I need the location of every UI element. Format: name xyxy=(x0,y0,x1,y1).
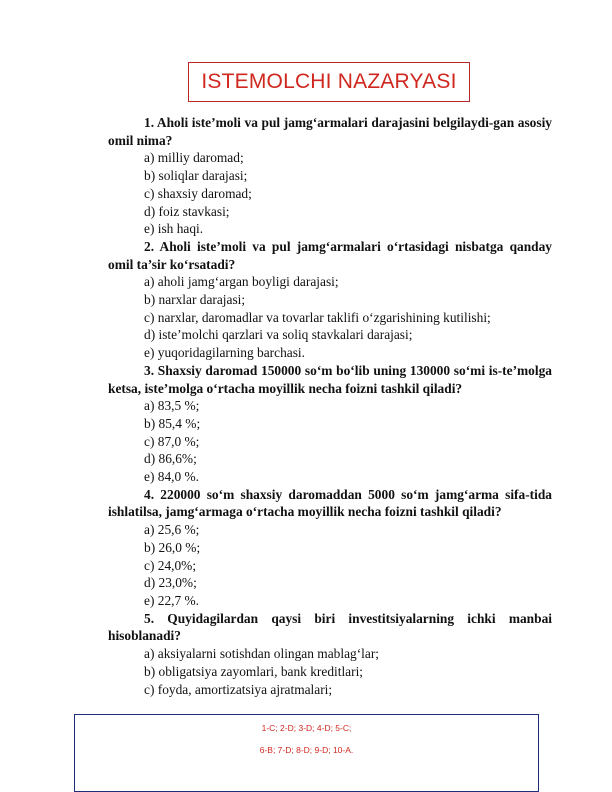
option: a) aksiyalarni sotishdan olingan mablag‘lar; xyxy=(144,646,380,662)
option: b) 85,4 %; xyxy=(144,415,201,431)
question-block xyxy=(108,114,552,238)
option: e) yuqoridagilarning barchasi. xyxy=(144,345,306,361)
question-text: 2. Aholi iste’moli va pul jamg‘armalari o‘rtasidagi nisbatga qanday omil ta’sir ko‘rsatadi? xyxy=(108,238,552,272)
question-block xyxy=(108,610,552,699)
option: e) 22,7 %. xyxy=(144,592,200,608)
option: a) aholi jamg‘argan boyligi darajasi; xyxy=(144,274,339,290)
option: d) 86,6%; xyxy=(144,451,197,467)
option: b) soliqlar darajasi; xyxy=(144,168,248,184)
page-title: ISTEMOLCHI NAZARYASI xyxy=(201,70,457,93)
option: a) milliy daromad; xyxy=(144,150,244,166)
answer-key-line: 6-B; 7-D; 8-D; 9-D; 10-A. xyxy=(259,745,354,755)
question-text: 5. Quyidagilardan qaysi biri investitsiyalarning ichki manbai hisoblanadi? xyxy=(108,610,552,644)
option: d) iste’molchi qarzlari va soliq stavkalari darajasi; xyxy=(144,327,413,343)
question-text: 3. Shaxsiy daromad 150000 so‘m bo‘lib uning 130000 so‘mi is-te’molga ketsa, iste’molga o‘rtacha moyillik necha foizni tashkil qiladi? xyxy=(108,362,552,396)
option: c) 24,0%; xyxy=(144,557,197,573)
question-block xyxy=(108,238,552,362)
answer-key-line: 1-C; 2-D; 3-D; 4-D; 5-C; xyxy=(261,723,352,733)
question-text: 1. Aholi iste’moli va pul jamg‘armalari darajasini belgilaydi-gan asosiy omil nima? xyxy=(108,115,552,148)
option: a) 83,5 %; xyxy=(144,398,200,414)
option: c) narxlar, daromadlar va tovarlar taklifi o‘zgarishining kutilishi; xyxy=(144,309,491,325)
option: c) shaxsiy daromad; xyxy=(144,185,252,201)
option: a) 25,6 %; xyxy=(144,522,200,538)
option: d) foiz stavkasi; xyxy=(144,203,230,219)
title-box xyxy=(188,62,470,102)
option: d) 23,0%; xyxy=(144,575,197,591)
question-list xyxy=(108,114,552,712)
answer-key-box xyxy=(74,714,539,792)
option: e) 84,0 %. xyxy=(144,469,200,485)
question-text: 4. 220000 so‘m shaxsiy daromaddan 5000 so‘m jamg‘arma sifa-tida ishlatilsa, jamg‘armaga o‘rtacha moyillik necha foizni tashkil qiladi? xyxy=(108,486,552,520)
option: e) ish haqi. xyxy=(144,221,204,237)
question-block xyxy=(108,486,552,610)
option: b) obligatsiya zayomlari, bank kreditlari; xyxy=(144,663,364,679)
question-block xyxy=(108,362,552,486)
option: b) 26,0 %; xyxy=(144,539,201,555)
option: c) foyda, amortizatsiya ajratmalari; xyxy=(144,681,333,697)
option: c) 87,0 %; xyxy=(144,433,200,449)
option: b) narxlar darajasi; xyxy=(144,292,246,308)
